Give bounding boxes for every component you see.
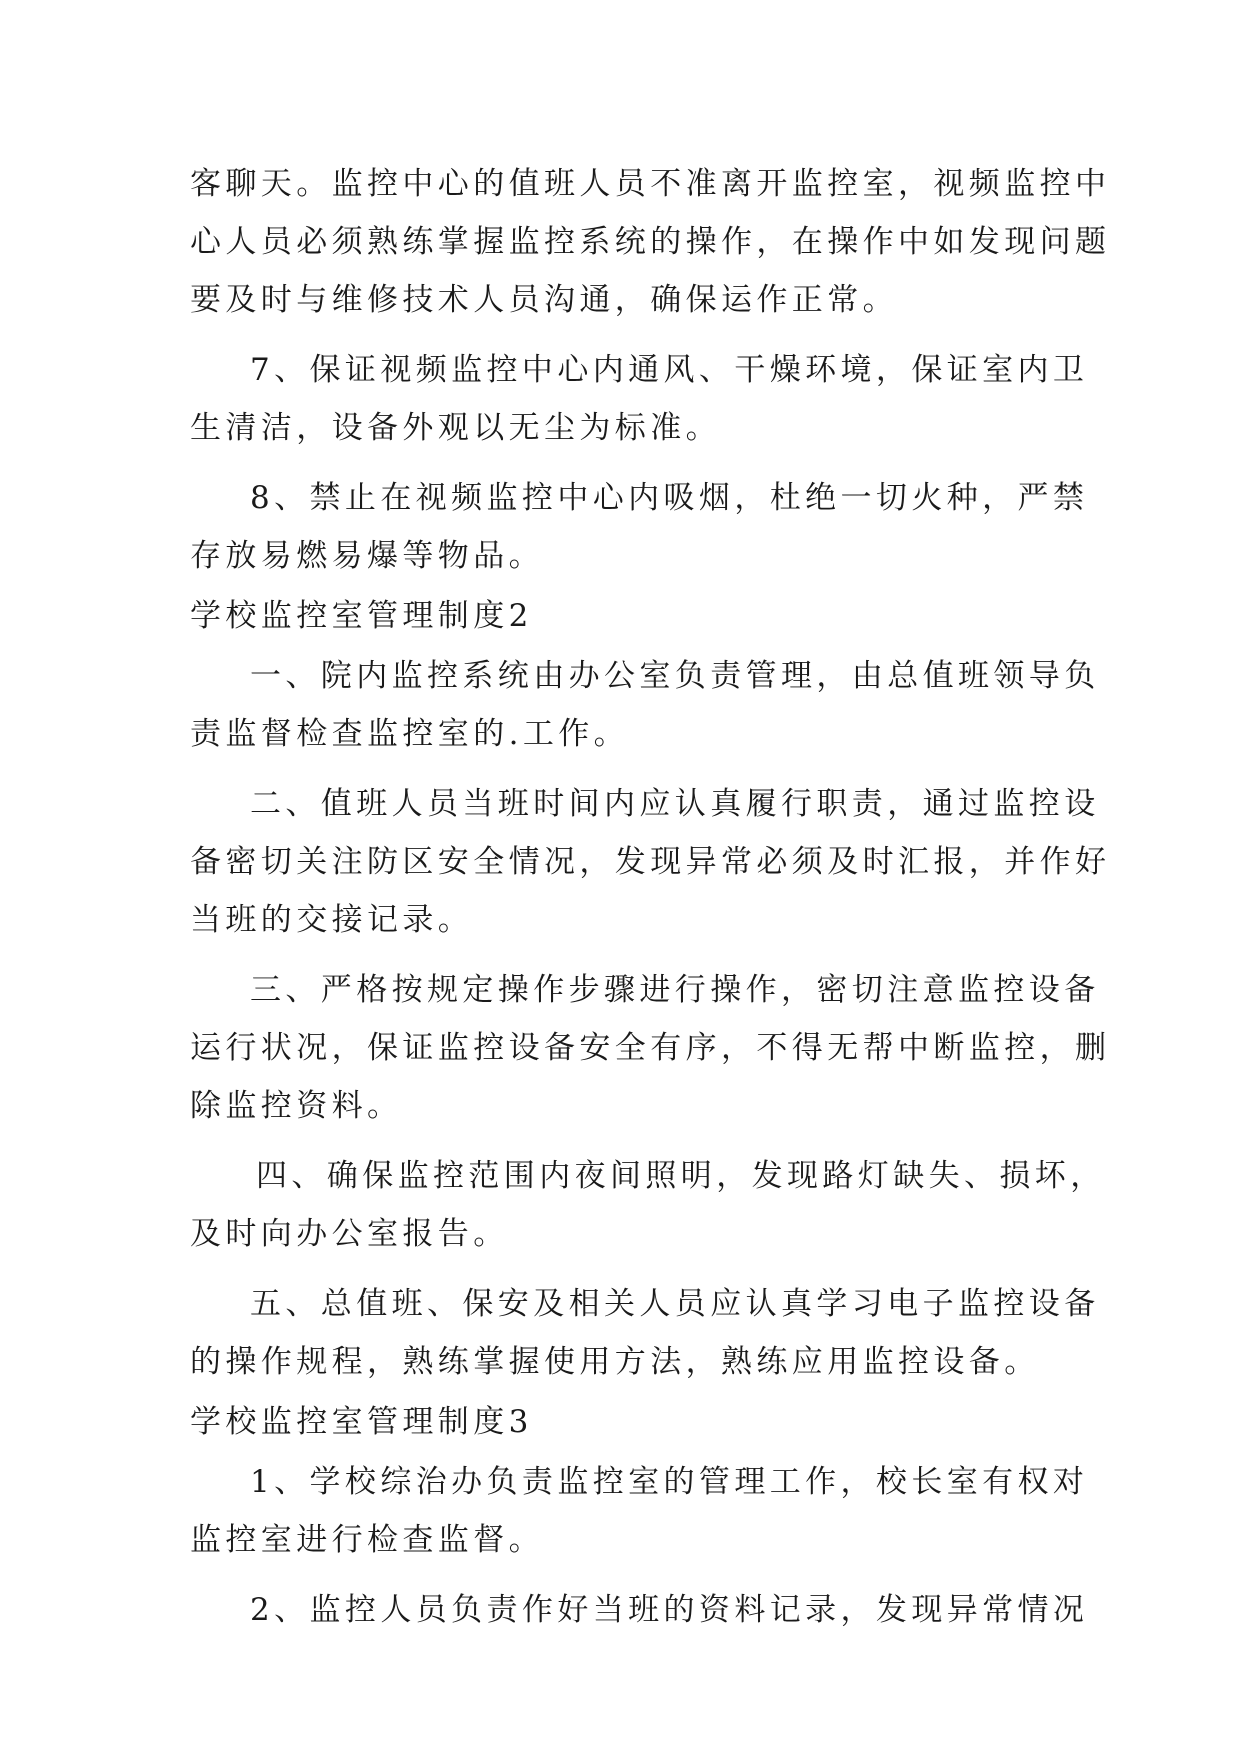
paragraph-spacer	[190, 949, 1050, 961]
paragraph	[190, 647, 1100, 763]
paragraph-line: 生清洁，设备外观以无尘为标准。	[190, 410, 721, 446]
paragraph-line: 2、监控人员负责作好当班的资料记录，发现异常情况	[250, 1592, 1089, 1628]
paragraph-line: 客聊天。监控中心的值班人员不准离开监控室，视频监控中	[190, 166, 1111, 202]
paragraph	[190, 341, 1089, 457]
paragraph-line: 当班的交接记录。	[190, 902, 474, 938]
paragraph	[190, 469, 1089, 585]
paragraph-line: 三、严格按规定操作步骤进行操作，密切注意监控设备	[250, 972, 1100, 1008]
paragraph-line: 1、学校综治办负责监控室的管理工作，校长室有权对	[250, 1464, 1089, 1500]
paragraph-spacer	[190, 457, 1050, 469]
paragraph-line: 二、值班人员当班时间内应认真履行职责，通过监控设	[250, 786, 1100, 822]
paragraph-line: 7、保证视频监控中心内通风、干燥环境，保证室内卫	[250, 352, 1089, 388]
paragraph-line: 备密切关注防区安全情况，发现异常必须及时汇报，并作好	[190, 844, 1111, 880]
paragraph-spacer	[190, 329, 1050, 341]
paragraph-line: 除监控资料。	[190, 1088, 403, 1124]
paragraph-spacer	[190, 1263, 1050, 1275]
document-body	[190, 155, 1111, 1639]
section-title: 学校监控室管理制度3	[190, 1404, 533, 1440]
paragraph-line: 及时向办公室报告。	[190, 1216, 509, 1252]
paragraph-line: 的操作规程，熟练掌握使用方法，熟练应用监控设备。	[190, 1344, 1040, 1380]
paragraph-spacer	[190, 763, 1050, 775]
paragraph	[190, 1147, 1106, 1263]
paragraph	[190, 1453, 1089, 1569]
paragraph-line: 8、禁止在视频监控中心内吸烟，杜绝一切火种，严禁	[250, 480, 1089, 516]
paragraph-spacer	[190, 1135, 1050, 1147]
paragraph-line: 一、院内监控系统由办公室负责管理，由总值班领导负	[250, 658, 1100, 694]
paragraph-line: 心人员必须熟练掌握监控系统的操作，在操作中如发现问题	[190, 224, 1111, 260]
paragraph-line: 责监督检查监控室的.工作。	[190, 716, 630, 752]
paragraph-line: 五、总值班、保安及相关人员应认真学习电子监控设备	[250, 1286, 1100, 1322]
paragraph	[190, 961, 1111, 1135]
paragraph-line: 运行状况，保证监控设备安全有序，不得无帮中断监控，删	[190, 1030, 1111, 1066]
paragraph-line: 要及时与维修技术人员沟通，确保运作正常。	[190, 282, 898, 318]
paragraph-spacer	[190, 1569, 1050, 1581]
paragraph	[190, 155, 1111, 329]
paragraph	[190, 775, 1111, 949]
paragraph	[190, 1275, 1100, 1391]
paragraph-line: 四、确保监控范围内夜间照明，发现路灯缺失、损坏，	[256, 1158, 1106, 1194]
paragraph	[190, 1581, 1089, 1639]
section-title: 学校监控室管理制度2	[190, 598, 533, 634]
paragraph-line: 存放易燃易爆等物品。	[190, 538, 544, 574]
paragraph-line: 监控室进行检查监督。	[190, 1522, 544, 1558]
